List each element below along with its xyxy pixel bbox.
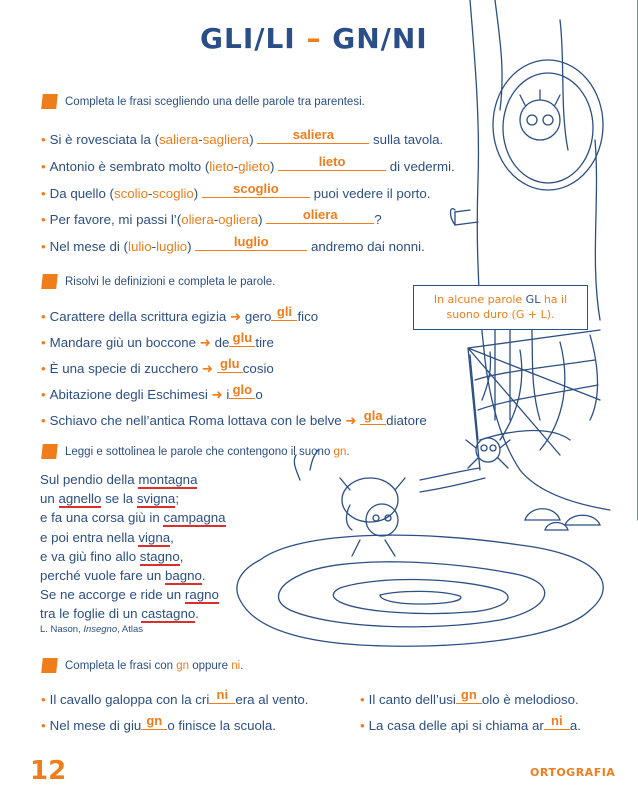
poem-line: Sul pendio della montagna — [40, 472, 198, 487]
section1-header — [42, 94, 365, 109]
section4-header — [42, 658, 243, 673]
underlined-word[interactable]: vigna — [138, 529, 171, 545]
underlined-word[interactable]: bagno — [164, 568, 202, 584]
poem-citation: L. Nason, Insegno, Atlas — [40, 624, 143, 635]
poem — [40, 470, 226, 624]
answer-blank[interactable]: gn — [141, 714, 167, 730]
title-dash: – — [295, 22, 333, 55]
section1-line-2: • Antonio è sembrato molto (lieto-glieto) lieto di vedermi. — [41, 154, 455, 174]
answer-blank[interactable]: gli — [271, 305, 297, 321]
arrow-icon: ➜ — [201, 361, 214, 376]
answer-blank[interactable]: gn — [456, 688, 482, 704]
section1-line-3: • Da quello (scolio-scoglio) scoglio puoi vedere il porto. — [41, 181, 431, 201]
section2-instruction: Risolvi le definizioni e completa le parole. — [65, 275, 276, 288]
poem-line: un agnello se la svigna; — [40, 491, 180, 507]
underlined-word[interactable]: stagno — [139, 548, 180, 564]
poem-line: e va giù fino allo stagno, — [40, 548, 184, 564]
section2-line-2: • Mandare giù un boccone ➜ de glu tire — [41, 330, 274, 350]
section-square-icon — [41, 658, 58, 673]
section4-left-line-1: • Il cavallo galoppa con la cri ni era al vento. — [41, 687, 309, 707]
section1-instruction: Completa le frasi scegliendo una delle parole tra parentesi. — [65, 95, 365, 108]
arrow-icon: ➜ — [211, 387, 223, 402]
footer-label: ORTOGRAFIA — [530, 766, 616, 779]
underlined-word[interactable]: castagno — [141, 606, 196, 622]
section3-instruction: Leggi e sottolinea le parole che contengono il suono gn. — [65, 445, 350, 458]
answer-blank[interactable]: oliera — [266, 208, 374, 224]
underlined-word[interactable]: svigna — [136, 491, 176, 507]
poem-line: e fa una corsa giù in campagna — [40, 510, 226, 526]
answer-blank[interactable]: glu — [217, 357, 243, 373]
title-left: GLI/LI — [200, 22, 296, 55]
poem-line: perché vuole fare un bagno. — [40, 568, 206, 584]
section3-header — [42, 444, 350, 459]
underlined-word[interactable]: ragno — [184, 587, 219, 603]
section4-left-line-2: • Nel mese di giu gn o finisce la scuola. — [41, 713, 276, 733]
answer-blank[interactable]: ni — [209, 688, 235, 704]
poem-line: Se ne accorge e ride un ragno — [40, 587, 219, 603]
arrow-icon: ➜ — [229, 309, 242, 324]
answer-blank[interactable]: glo — [229, 383, 255, 399]
answer-blank[interactable]: saliera — [257, 128, 369, 144]
section2-line-1: • Carattere della scrittura egizia ➜ gero gli fico — [41, 304, 319, 324]
section2-line-4: • Abitazione degli Eschimesi ➜ i glo o — [41, 382, 263, 402]
section2-header — [42, 274, 275, 289]
section-square-icon — [41, 274, 58, 289]
underlined-word[interactable]: campagna — [163, 510, 226, 526]
title-right: GN/NI — [332, 22, 428, 55]
section1-line-4: • Per favore, mi passi l’(oliera-ogliera) oliera ? — [41, 207, 382, 227]
answer-blank[interactable]: luglio — [195, 235, 307, 251]
answer-blank[interactable]: scoglio — [202, 182, 310, 198]
arrow-icon: ➜ — [345, 413, 357, 428]
section4-right-line-2: • La casa delle api si chiama ar ni a. — [360, 713, 581, 733]
section4-right-line-1: • Il canto dell’usi gn olo è melodioso. — [360, 687, 579, 707]
section2-line-3: • È una specie di zucchero ➜ glu cosio — [41, 356, 274, 376]
answer-blank[interactable]: gla — [360, 409, 386, 425]
section-square-icon — [41, 94, 58, 109]
note-box: In alcune parole GL ha il suono duro (G + L). — [413, 285, 588, 330]
section1-line-5: • Nel mese di (lulio-luglio) luglio andremo dai nonni. — [41, 234, 425, 254]
poem-line: e poi entra nella vigna, — [40, 529, 174, 545]
section4-instruction: Completa le frasi con gn oppure ni. — [65, 659, 244, 672]
section-square-icon — [41, 444, 58, 459]
answer-blank[interactable]: glu — [229, 331, 255, 347]
underlined-word[interactable]: montagna — [138, 472, 198, 487]
answer-blank[interactable]: lieto — [278, 155, 386, 171]
answer-blank[interactable]: ni — [544, 714, 570, 730]
section2-line-5: • Schiavo che nell’antica Roma lottava con le belve ➜ gla diatore — [41, 408, 427, 428]
section1-line-1: • Si è rovesciata la (saliera-sagliera) saliera sulla tavola. — [41, 127, 444, 147]
page-number: 12 — [30, 756, 67, 786]
underlined-word[interactable]: agnello — [58, 491, 102, 507]
poem-line: tra le foglie di un castagno. — [40, 606, 199, 622]
arrow-icon: ➜ — [199, 335, 211, 350]
